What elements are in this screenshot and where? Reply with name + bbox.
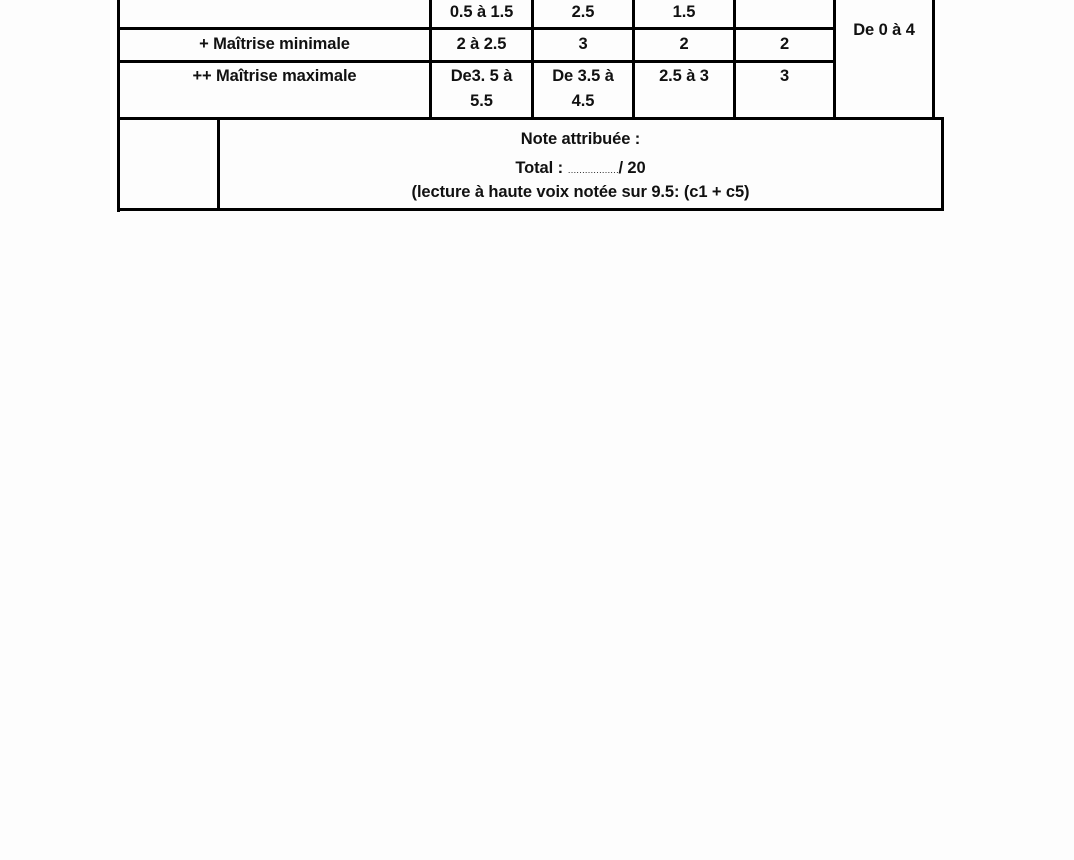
row-maximale-col2-line1: De 3.5 à [552,67,614,85]
row-maximale-col3: 2.5 à 3 [659,67,709,85]
row-border-minimale-bottom [117,60,835,63]
footer-border-bottom [117,208,944,211]
row-minimale-col2: 3 [578,35,588,53]
merged-col5-value: De 0 à 4 [853,21,915,39]
partial-row-col2: 2.5 [571,3,595,21]
row-minimale-col3: 2 [679,35,689,53]
note-label: Note attribuée : [520,130,641,148]
footer-border-right [941,117,944,211]
row-minimale-col4: 2 [779,35,790,53]
row-minimale-label: + Maîtrise minimale [199,35,350,53]
total-label: Total : [515,159,568,177]
row-maximale-col1-line2: 5.5 [470,92,493,110]
footer-border-top [117,117,944,120]
total-line [220,156,941,182]
row-minimale-col1: 2 à 2.5 [456,35,507,53]
col-border-right [932,0,935,120]
partial-row-col1: 0.5 à 1.5 [449,3,514,21]
row-maximale-col4: 3 [779,67,790,85]
row-border-top-partial [117,27,835,30]
reading-note: (lecture à haute voix notée sur 9.5: (c1 + c5) [411,183,750,201]
total-suffix: / 20 [618,159,646,177]
total-dots: ……………… [567,165,619,175]
partial-row-col3: 1.5 [672,3,696,21]
row-maximale-col2-line2: 4.5 [571,92,595,110]
col-border-4 [733,0,736,120]
row-maximale-col1-line1: De3. 5 à [450,67,513,85]
row-maximale-label: ++ Maîtrise maximale [192,67,357,85]
